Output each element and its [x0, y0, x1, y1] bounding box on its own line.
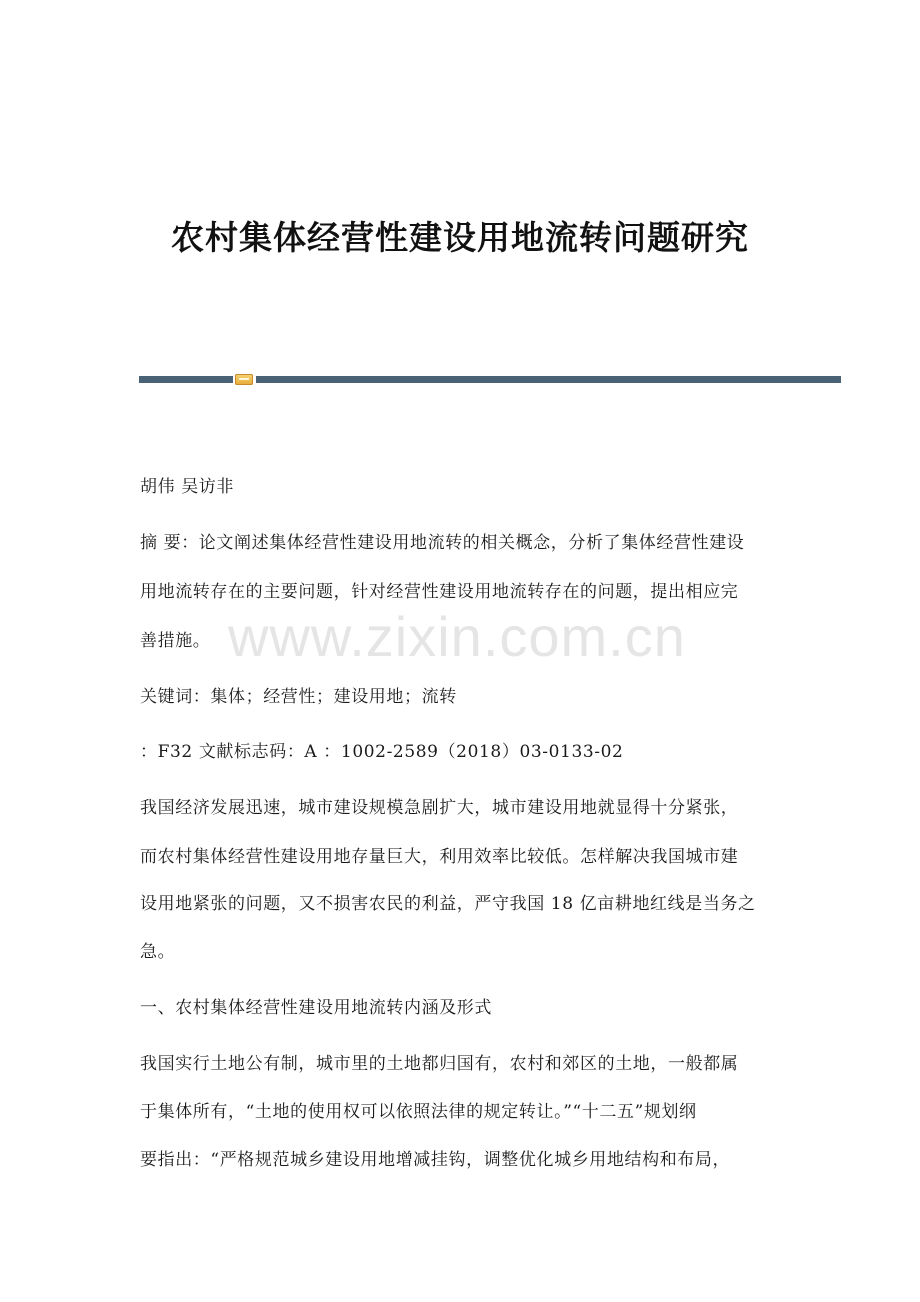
- divider-right-bar: [256, 376, 841, 383]
- title-divider: [139, 374, 841, 386]
- keywords: 关键词：集体；经营性；建设用地；流转: [140, 687, 457, 707]
- abstract-line: 善措施。: [140, 631, 211, 651]
- authors: 胡伟 吴访非: [140, 477, 235, 497]
- abstract-line: 摘 要：论文阐述集体经营性建设用地流转的相关概念，分析了集体经营性建设: [140, 533, 745, 553]
- abstract-line: 用地流转存在的主要问题，针对经营性建设用地流转存在的问题，提出相应完: [140, 582, 739, 602]
- section-heading: 一、农村集体经营性建设用地流转内涵及形式: [140, 998, 492, 1018]
- paragraph-line: 于集体所有，“土地的使用权可以依照法律的规定转让。”“十二五”规划纲: [140, 1102, 697, 1122]
- divider-left-bar: [139, 376, 233, 383]
- watermark: www.zixin.com.cn: [228, 605, 686, 668]
- paragraph-line: 而农村集体经营性建设用地存量巨大，利用效率比较低。怎样解决我国城市建: [140, 847, 739, 867]
- classification-info: ：F32 文献标志码：A ：1002-2589（2018）03-0133-02: [140, 742, 624, 762]
- paragraph-line: 设用地紧张的问题，又不损害农民的利益，严守我国 18 亿亩耕地红线是当务之: [140, 894, 756, 914]
- document-title: 农村集体经营性建设用地流转问题研究: [171, 218, 749, 257]
- divider-emblem-icon: [235, 374, 253, 385]
- paragraph-line: 要指出：“严格规范城乡建设用地增减挂钩，调整优化城乡用地结构和布局，: [140, 1150, 731, 1170]
- paragraph-line: 急。: [140, 942, 176, 962]
- paragraph-line: 我国实行土地公有制，城市里的土地都归国有，农村和郊区的土地，一般都属: [140, 1054, 739, 1074]
- paragraph-line: 我国经济发展迅速，城市建设规模急剧扩大，城市建设用地就显得十分紧张，: [140, 798, 739, 818]
